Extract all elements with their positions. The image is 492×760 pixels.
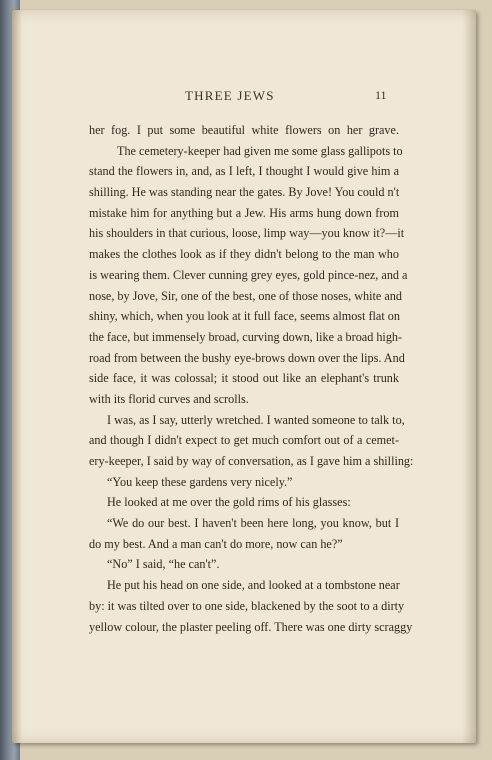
page-gutter-shadow — [12, 10, 22, 743]
text-line: shiny, which, when you look at it full face, seems almost flat on — [89, 309, 400, 324]
text-line: side face, it was colossal; it stood out like an elephant's trunk — [89, 371, 399, 386]
text-line: “You keep these gardens very nicely.” — [107, 474, 293, 489]
text-line: stand the flowers in, and, as I left, I thought I would give him a — [89, 164, 399, 179]
text-line: her fog. I put some beautiful white flowers on her grave. — [89, 123, 399, 137]
text-line: road from between the bushy eye-brows down over the lips. And — [89, 350, 405, 365]
text-line: The cemetery-keeper had given me some glass gallipots to — [117, 143, 403, 158]
text-line: yellow colour, the plaster peeling off. There was one dirty scraggy — [89, 619, 413, 634]
text-line: and though I didn't expect to get much comfort out of a cemet- — [89, 433, 399, 448]
running-title: THREE JEWS — [185, 88, 275, 103]
text-line: ery-keeper, I said by way of conversation, as I gave him a shilling: — [89, 454, 414, 468]
text-line: with its florid curves and scrolls. — [89, 391, 249, 406]
text-line: shilling. He was standing near the gates. By Jove! You could n't — [89, 185, 400, 200]
text-line: by: it was tilted over to one side, blackened by the soot to a dirty — [89, 598, 405, 613]
page-edge-shadow — [462, 10, 476, 743]
text-line: nose, by Jove, Sir, one of the best, one of those noses, white and — [89, 288, 402, 303]
text-line: his shoulders in that curious, loose, limp way—you know it?—it — [89, 226, 405, 241]
page-number: 11 — [375, 88, 387, 102]
text-line: mistake him for anything but a Jew. His arms hung down from — [89, 205, 399, 220]
text-line: He put his head on one side, and looked at a tombstone near — [107, 578, 400, 593]
text-line: “We do our best. I haven't been here long, you know, but I — [107, 516, 399, 531]
text-line: the face, but immensely broad, curving down, like a broad high- — [89, 329, 403, 344]
text-line: is wearing them. Clever cunning grey eyes, gold pince-nez, and a — [89, 267, 408, 282]
body-text — [89, 120, 414, 637]
text-line: I was, as I say, utterly wretched. I wanted someone to talk to, — [107, 412, 405, 427]
text-line: “No” I said, “he can't”. — [107, 557, 220, 572]
text-line: He looked at me over the gold rims of his glasses: — [107, 495, 351, 510]
text-line: makes the clothes look as if they didn't belong to the man who — [89, 247, 399, 262]
text-line: do my best. And a man can't do more, now can he?” — [89, 536, 343, 551]
